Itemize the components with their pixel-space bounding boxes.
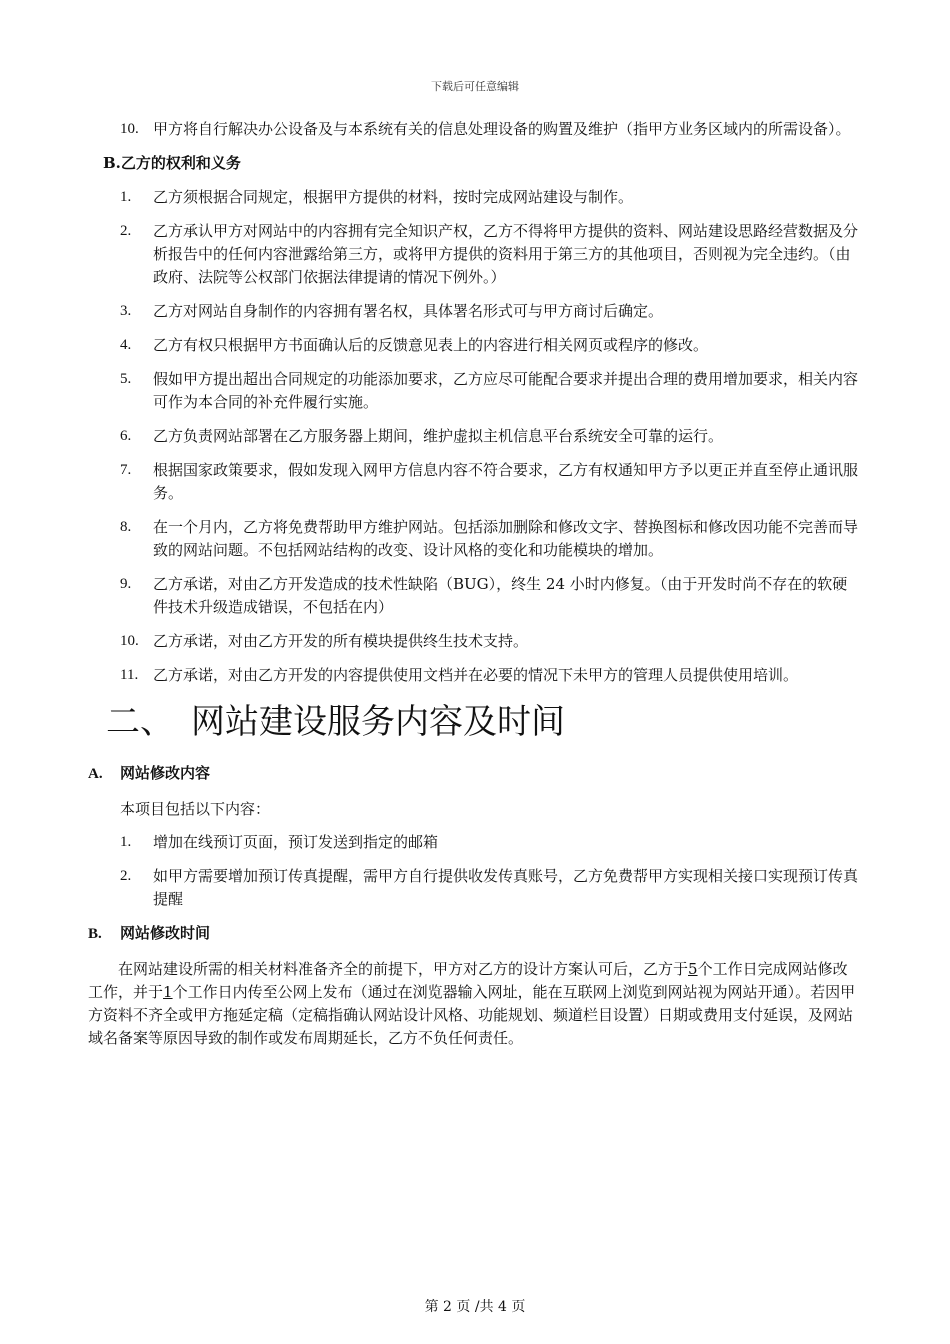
page-footer: 第 2 页 /共 4 页 (424, 1299, 526, 1315)
item-text: 甲方将自行解决办公设备及与本系统有关的信息处理设备的购置及维护（指甲方业务区域内的所需设备）。 (153, 120, 851, 138)
section-b-list (88, 186, 858, 687)
item-text: 增加在线预订页面，预订发送到指定的邮箱 (153, 833, 439, 851)
item-number: 6. (120, 428, 132, 444)
item-number: 7. (120, 462, 132, 478)
chapter-title: 网站建设服务内容及时间 (191, 702, 565, 742)
item-number: 5. (120, 371, 132, 387)
item-text: 乙方承认甲方对网站中的内容拥有完全知识产权，乙方不得将甲方提供的资料、网站建设思路经营数据及分析报告中的任何内容泄露给第三方，或将甲方提供的资料用于第三方的其他项目，否则视为完全违约。（由政府、法院等公权部门依据法律提请的情况下例外。） (153, 222, 859, 286)
list-item (88, 516, 858, 562)
section-a2-heading (88, 762, 858, 786)
list-item (88, 118, 858, 141)
item-number: 2. (120, 223, 132, 239)
list-item (88, 186, 858, 209)
item-number: 11. (120, 667, 139, 683)
section-b-heading: B.乙方的权利和义务 (103, 154, 241, 172)
list-item (88, 334, 858, 357)
item-text: 乙方对网站自身制作的内容拥有署名权，具体署名形式可与甲方商讨后确定。 (153, 302, 664, 320)
chapter-number: 二、 (106, 702, 174, 742)
item-text: 乙方承诺，对由乙方开发的所有模块提供终生技术支持。 (153, 632, 529, 650)
section-b2-paragraph (88, 958, 858, 1050)
list-item (88, 368, 858, 414)
list-item (88, 220, 858, 289)
item-text: 乙方负责网站部署在乙方服务器上期间，维护虚拟主机信息平台系统安全可靠的运行。 (153, 427, 724, 445)
list-item (88, 865, 858, 911)
item-text: 乙方承诺，对由乙方开发的内容提供使用文档并在必要的情况下未甲方的管理人员提供使用培训。 (153, 666, 799, 684)
list-item (88, 831, 858, 854)
section-a2-intro: 本项目包括以下内容： (120, 800, 271, 818)
item-number: 10. (120, 633, 139, 649)
list-item (88, 425, 858, 448)
section-b2-heading (88, 922, 858, 946)
item-text: 如甲方需要增加预订传真提醒，需甲方自行提供收发传真账号，乙方免费帮甲方实现相关接口实现预订传真提醒 (153, 867, 859, 908)
item-text: 乙方承诺，对由乙方开发造成的技术性缺陷（BUG），终生 24 小时内修复。（由于开发时尚不存在的软硬件技术升级造成错误，不包括在内） (153, 575, 848, 616)
list-item (88, 630, 858, 653)
page-content (88, 118, 858, 1065)
days-upload: 1 (163, 983, 173, 1001)
section-a2-title: 网站修改内容 (120, 764, 211, 782)
para-text: 在网站建设所需的相关材料准备齐全的前提下，甲方对乙方的设计方案认可后，乙方于 (118, 960, 689, 978)
list-item (88, 300, 858, 323)
section-b2-title: 网站修改时间 (120, 924, 211, 942)
item-text: 假如甲方提出超出合同规定的功能添加要求，乙方应尽可能配合要求并提出合理的费用增加要求，相关内容可作为本合同的补充件履行实施。 (153, 370, 859, 411)
section-a2-letter: A. (88, 766, 103, 782)
item-text: 根据国家政策要求，假如发现入网甲方信息内容不符合要求，乙方有权通知甲方予以更正并直至停止通讯服务。 (153, 461, 859, 502)
item-number: 3. (120, 303, 132, 319)
item-text: 乙方有权只根据甲方书面确认后的反馈意见表上的内容进行相关网页或程序的修改。 (153, 336, 709, 354)
section-b2-letter: B. (88, 926, 102, 942)
item-text: 乙方须根据合同规定，根据甲方提供的材料，按时完成网站建设与制作。 (153, 188, 634, 206)
item-number: 2. (120, 868, 132, 884)
item-number: 8. (120, 519, 132, 535)
page-header: 下载后可任意编辑 (431, 80, 519, 93)
list-item (88, 573, 858, 619)
item-number: 4. (120, 337, 132, 353)
chapter-heading (106, 698, 858, 746)
item-text: 在一个月内，乙方将免费帮助甲方维护网站。包括添加删除和修改文字、替换图标和修改因功能不完善而导致的网站问题。不包括网站结构的改变、设计风格的变化和功能模块的增加。 (153, 518, 859, 559)
days-modify: 5 (688, 960, 698, 978)
item-number: 1. (120, 834, 132, 850)
item-number: 1. (120, 189, 132, 205)
para-text: 个工作日内传至公网上发布（通过在浏览器输入网址，能在互联网上浏览到网站视为网站开通）。若因甲方资料不齐全或甲方拖延定稿（定稿指确认网站设计风格、功能规划、频道栏目设置）日期或费用支付延误，及网站域名备案等原因导致的制作或发布周期延长，乙方不负任何责任。 (88, 983, 856, 1047)
item-number: 9. (120, 576, 132, 592)
list-item (88, 459, 858, 505)
list-item (88, 664, 858, 687)
item-number: 10. (120, 121, 139, 137)
para-text: 个工作日完成网站修改工作，并于 (88, 960, 848, 1001)
